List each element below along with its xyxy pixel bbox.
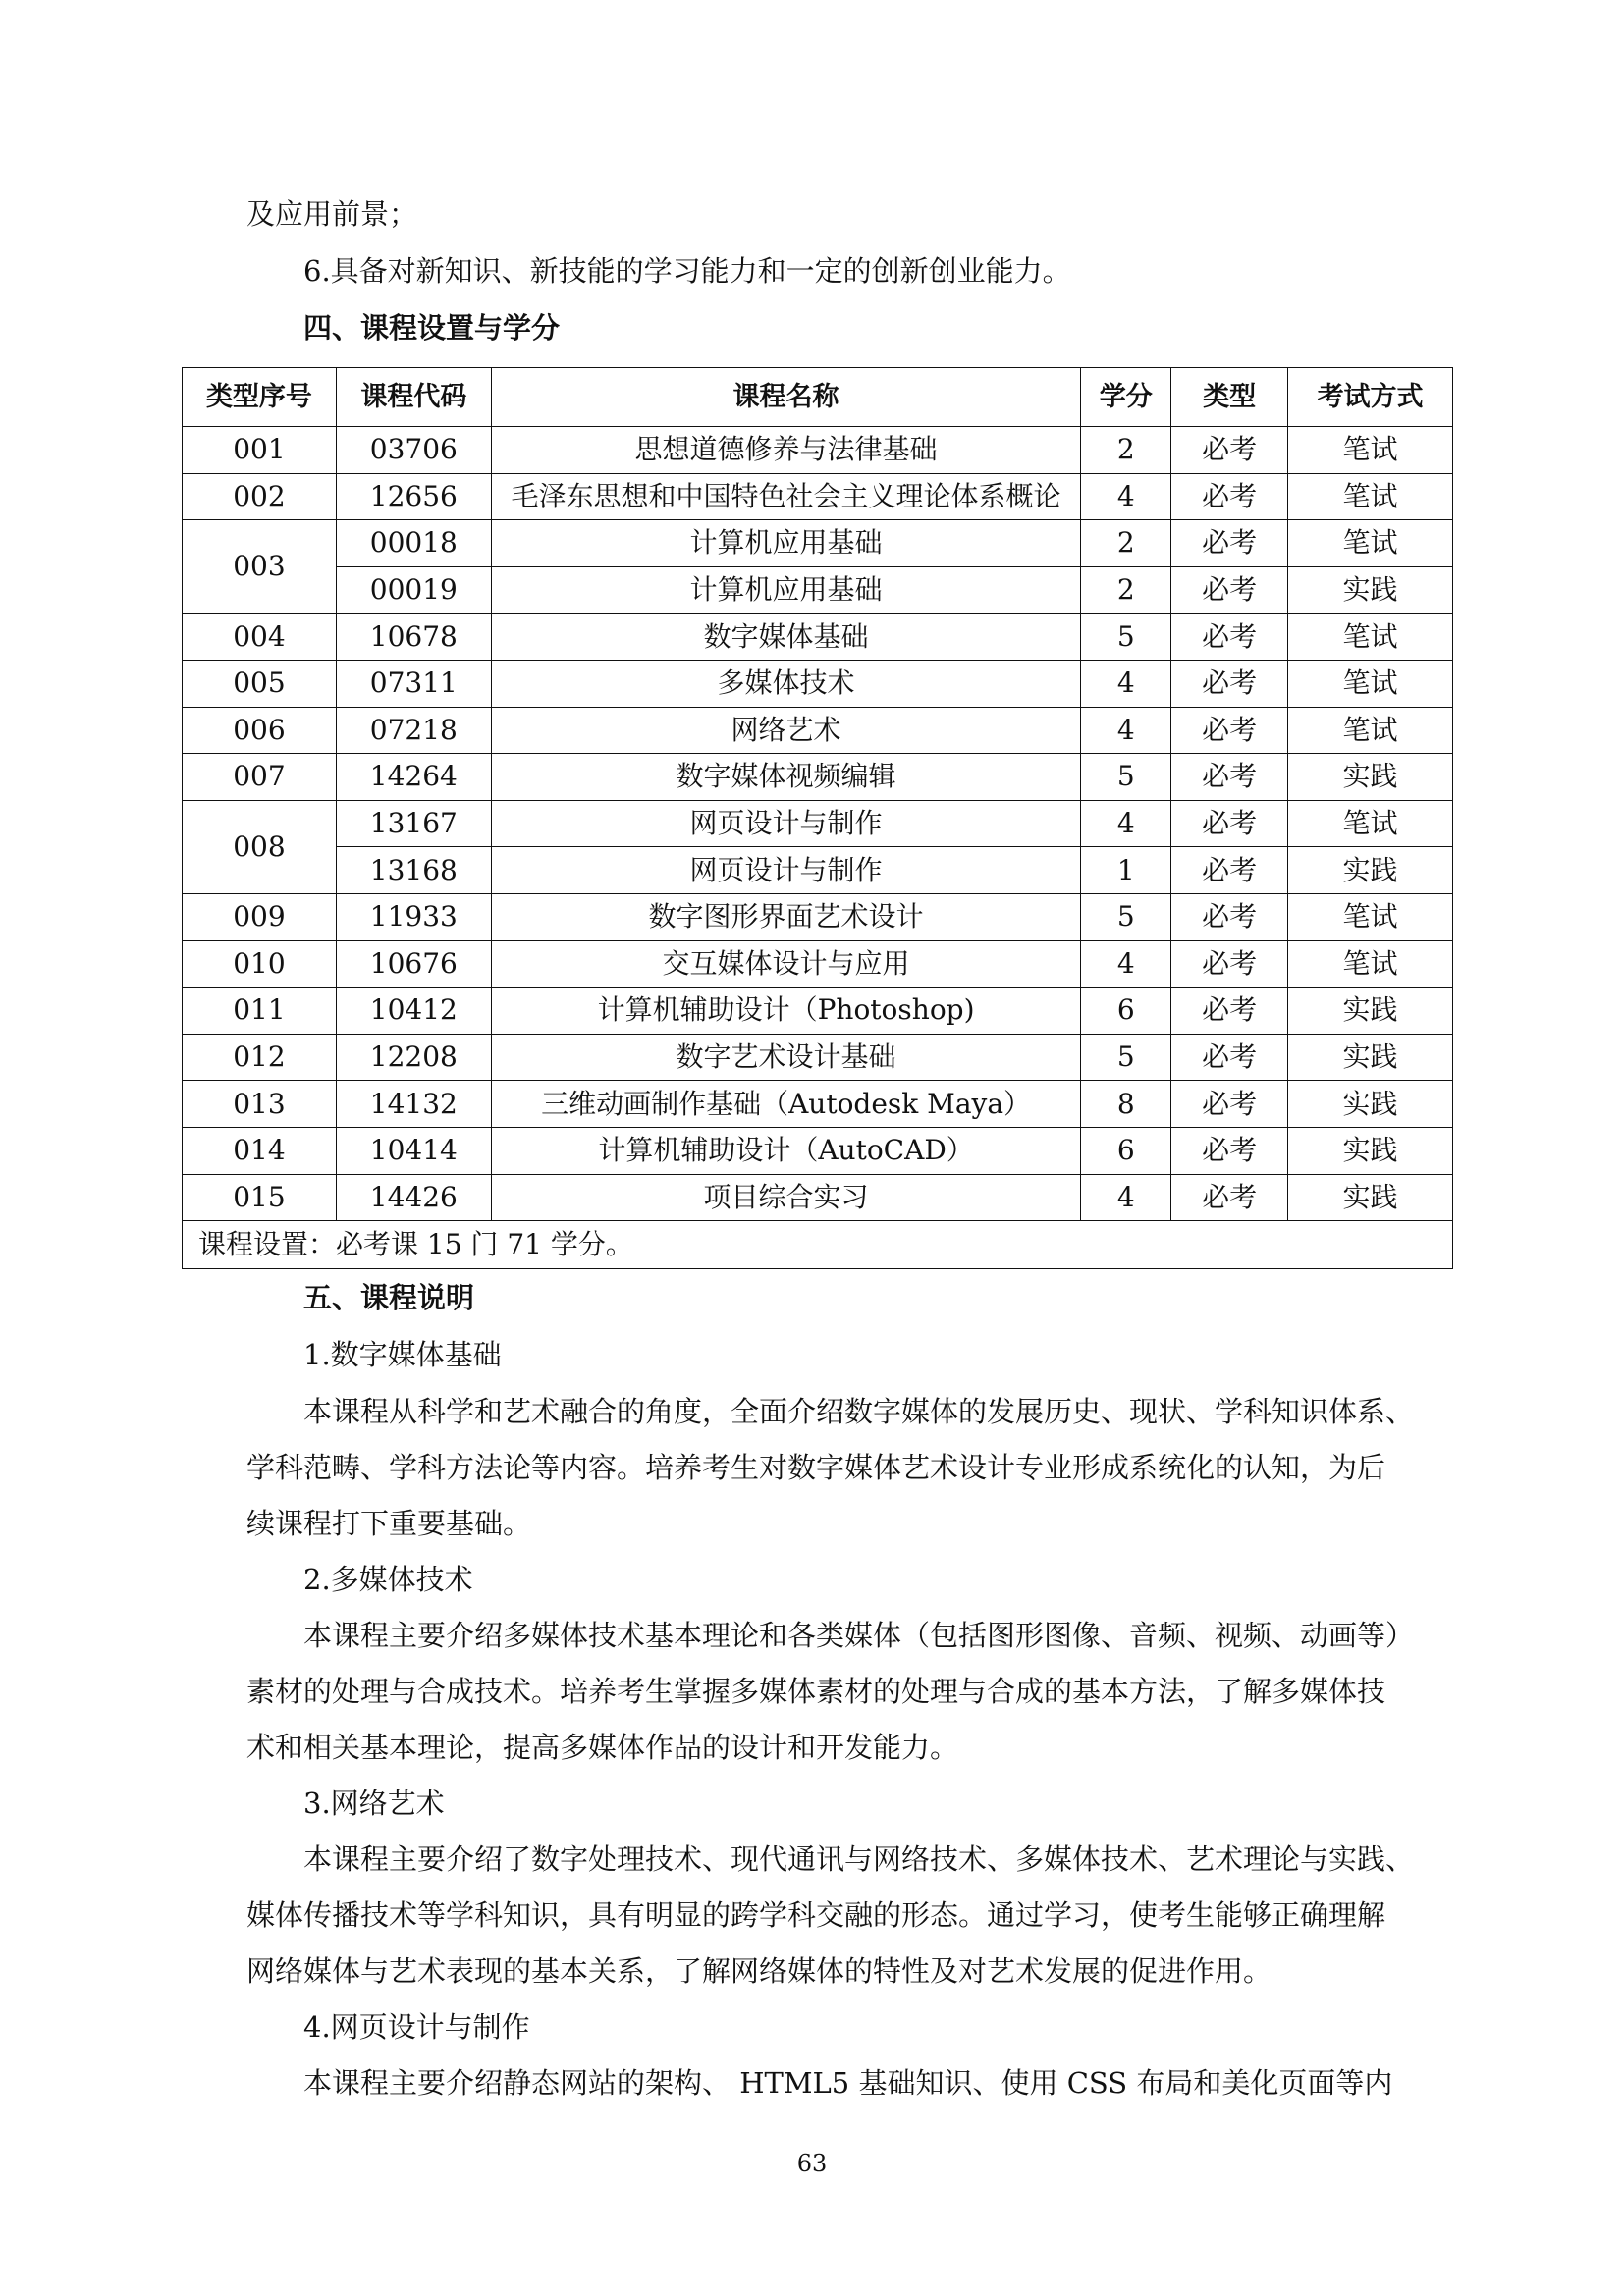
course-4-title: 4.网页设计与制作 [303,2010,530,2044]
header-seq: 类型序号 [183,368,337,427]
cell-code: 13168 [336,847,491,894]
cell-type: 必考 [1171,614,1288,661]
cell-exam: 实践 [1288,566,1453,614]
table-row [183,754,1453,801]
cell-credit: 4 [1081,940,1171,988]
cell-credit: 5 [1081,754,1171,801]
cell-seq: 013 [183,1081,337,1128]
cell-type: 必考 [1171,940,1288,988]
cell-type: 必考 [1171,707,1288,754]
cell-code: 10678 [336,614,491,661]
table-row [183,940,1453,988]
table-row [183,660,1453,707]
table-row [183,800,1453,847]
cell-credit: 1 [1081,847,1171,894]
cell-type: 必考 [1171,893,1288,940]
table-row [183,520,1453,567]
table-row [183,1127,1453,1174]
section-4-title: 四、课程设置与学分 [303,311,561,345]
cell-type: 必考 [1171,660,1288,707]
cell-credit: 4 [1081,660,1171,707]
cell-exam: 笔试 [1288,707,1453,754]
course-1-line-1: 本课程从科学和艺术融合的角度，全面介绍数字媒体的发展历史、现状、学科知识体系、 [303,1395,1415,1428]
course-table [182,367,1453,1269]
cell-code: 10412 [336,988,491,1035]
course-3-title: 3.网络艺术 [303,1787,445,1820]
section-5-title: 五、课程说明 [303,1281,475,1314]
table-row [183,893,1453,940]
cell-name: 网页设计与制作 [491,800,1081,847]
cell-exam: 实践 [1288,1034,1453,1081]
cell-code: 13167 [336,800,491,847]
cell-code: 12656 [336,473,491,520]
cell-credit: 5 [1081,1034,1171,1081]
cell-credit: 5 [1081,614,1171,661]
cell-code: 03706 [336,427,491,474]
course-1-line-3: 续课程打下重要基础。 [246,1507,532,1540]
cell-name: 计算机应用基础 [491,566,1081,614]
cell-credit: 4 [1081,707,1171,754]
cell-seq: 009 [183,893,337,940]
cell-type: 必考 [1171,1034,1288,1081]
header-code: 课程代码 [336,368,491,427]
cell-code: 14264 [336,754,491,801]
cell-type: 必考 [1171,1081,1288,1128]
cell-exam: 笔试 [1288,473,1453,520]
header-name: 课程名称 [491,368,1081,427]
cell-exam: 笔试 [1288,893,1453,940]
cell-credit: 6 [1081,1127,1171,1174]
cell-type: 必考 [1171,1127,1288,1174]
cell-seq: 002 [183,473,337,520]
table-row [183,1081,1453,1128]
cell-exam: 笔试 [1288,520,1453,567]
cell-code: 10676 [336,940,491,988]
cell-type: 必考 [1171,566,1288,614]
course-1-line-2: 学科范畴、学科方法论等内容。培养考生对数字媒体艺术设计专业形成系统化的认知，为后 [246,1451,1386,1484]
cell-seq: 003 [183,520,337,614]
cell-type: 必考 [1171,473,1288,520]
cell-name: 数字艺术设计基础 [491,1034,1081,1081]
cell-exam: 实践 [1288,988,1453,1035]
cell-seq: 010 [183,940,337,988]
course-2-title: 2.多媒体技术 [303,1563,473,1596]
cell-code: 14426 [336,1174,491,1221]
cell-exam: 实践 [1288,1127,1453,1174]
course-3-line-1: 本课程主要介绍了数字处理技术、现代通讯与网络技术、多媒体技术、艺术理论与实践、 [303,1842,1415,1876]
table-header-row [183,368,1453,427]
cell-type: 必考 [1171,427,1288,474]
cell-name: 数字媒体视频编辑 [491,754,1081,801]
cell-seq: 001 [183,427,337,474]
cell-seq: 006 [183,707,337,754]
cell-seq: 008 [183,800,337,893]
cell-exam: 笔试 [1288,800,1453,847]
cell-code: 07311 [336,660,491,707]
course-2-line-1: 本课程主要介绍多媒体技术基本理论和各类媒体（包括图形图像、音频、视频、动画等） [303,1619,1415,1652]
header-type: 类型 [1171,368,1288,427]
cell-type: 必考 [1171,800,1288,847]
cell-credit: 4 [1081,800,1171,847]
table-row [183,614,1453,661]
cell-name: 项目综合实习 [491,1174,1081,1221]
cell-exam: 笔试 [1288,427,1453,474]
header-exam: 考试方式 [1288,368,1453,427]
cell-credit: 2 [1081,427,1171,474]
cell-name: 思想道德修养与法律基础 [491,427,1081,474]
course-1-title: 1.数字媒体基础 [303,1338,502,1371]
cell-exam: 实践 [1288,1081,1453,1128]
cell-exam: 实践 [1288,754,1453,801]
cell-credit: 6 [1081,988,1171,1035]
cell-type: 必考 [1171,520,1288,567]
cell-name: 计算机辅助设计（AutoCAD） [491,1127,1081,1174]
intro-item-6: 6.具备对新知识、新技能的学习能力和一定的创新创业能力。 [303,254,1071,288]
cell-exam: 笔试 [1288,660,1453,707]
table-row [183,847,1453,894]
cell-seq: 007 [183,754,337,801]
cell-name: 多媒体技术 [491,660,1081,707]
cell-seq: 005 [183,660,337,707]
cell-code: 00019 [336,566,491,614]
table-row [183,566,1453,614]
cell-type: 必考 [1171,1174,1288,1221]
cell-name: 毛泽东思想和中国特色社会主义理论体系概论 [491,473,1081,520]
cell-seq: 015 [183,1174,337,1221]
cell-name: 交互媒体设计与应用 [491,940,1081,988]
cell-exam: 实践 [1288,1174,1453,1221]
intro-line-end: 及应用前景； [246,197,418,231]
cell-credit: 4 [1081,1174,1171,1221]
cell-seq: 012 [183,1034,337,1081]
cell-name: 三维动画制作基础（Autodesk Maya） [491,1081,1081,1128]
cell-credit: 5 [1081,893,1171,940]
table-row [183,1034,1453,1081]
header-credit: 学分 [1081,368,1171,427]
course-2-line-3: 术和相关基本理论，提高多媒体作品的设计和开发能力。 [246,1731,959,1764]
table-row [183,988,1453,1035]
cell-code: 11933 [336,893,491,940]
cell-name: 网页设计与制作 [491,847,1081,894]
table-summary: 课程设置：必考课 15 门 71 学分。 [183,1221,1453,1269]
table-row [183,427,1453,474]
page-number: 63 [796,2150,828,2177]
course-4-line-1: 本课程主要介绍静态网站的架构、 HTML5 基础知识、使用 CSS 布局和美化页面等内 [303,2066,1393,2100]
cell-name: 网络艺术 [491,707,1081,754]
cell-name: 计算机应用基础 [491,520,1081,567]
cell-seq: 011 [183,988,337,1035]
cell-seq: 014 [183,1127,337,1174]
table-row [183,707,1453,754]
cell-type: 必考 [1171,754,1288,801]
cell-code: 12208 [336,1034,491,1081]
cell-code: 14132 [336,1081,491,1128]
cell-code: 00018 [336,520,491,567]
cell-type: 必考 [1171,988,1288,1035]
table-row [183,473,1453,520]
cell-name: 计算机辅助设计（Photoshop) [491,988,1081,1035]
cell-name: 数字图形界面艺术设计 [491,893,1081,940]
table-row [183,1174,1453,1221]
course-2-line-2: 素材的处理与合成技术。培养考生掌握多媒体素材的处理与合成的基本方法，了解多媒体技 [246,1675,1386,1708]
cell-credit: 2 [1081,566,1171,614]
cell-code: 10414 [336,1127,491,1174]
cell-exam: 实践 [1288,847,1453,894]
cell-credit: 8 [1081,1081,1171,1128]
cell-credit: 2 [1081,520,1171,567]
cell-type: 必考 [1171,847,1288,894]
cell-seq: 004 [183,614,337,661]
course-3-line-2: 媒体传播技术等学科知识，具有明显的跨学科交融的形态。通过学习，使考生能够正确理解 [246,1898,1386,1932]
cell-credit: 4 [1081,473,1171,520]
cell-exam: 笔试 [1288,614,1453,661]
table-summary-row [183,1221,1453,1269]
cell-code: 07218 [336,707,491,754]
course-3-line-3: 网络媒体与艺术表现的基本关系，了解网络媒体的特性及对艺术发展的促进作用。 [246,1954,1272,1988]
cell-exam: 笔试 [1288,940,1453,988]
cell-name: 数字媒体基础 [491,614,1081,661]
